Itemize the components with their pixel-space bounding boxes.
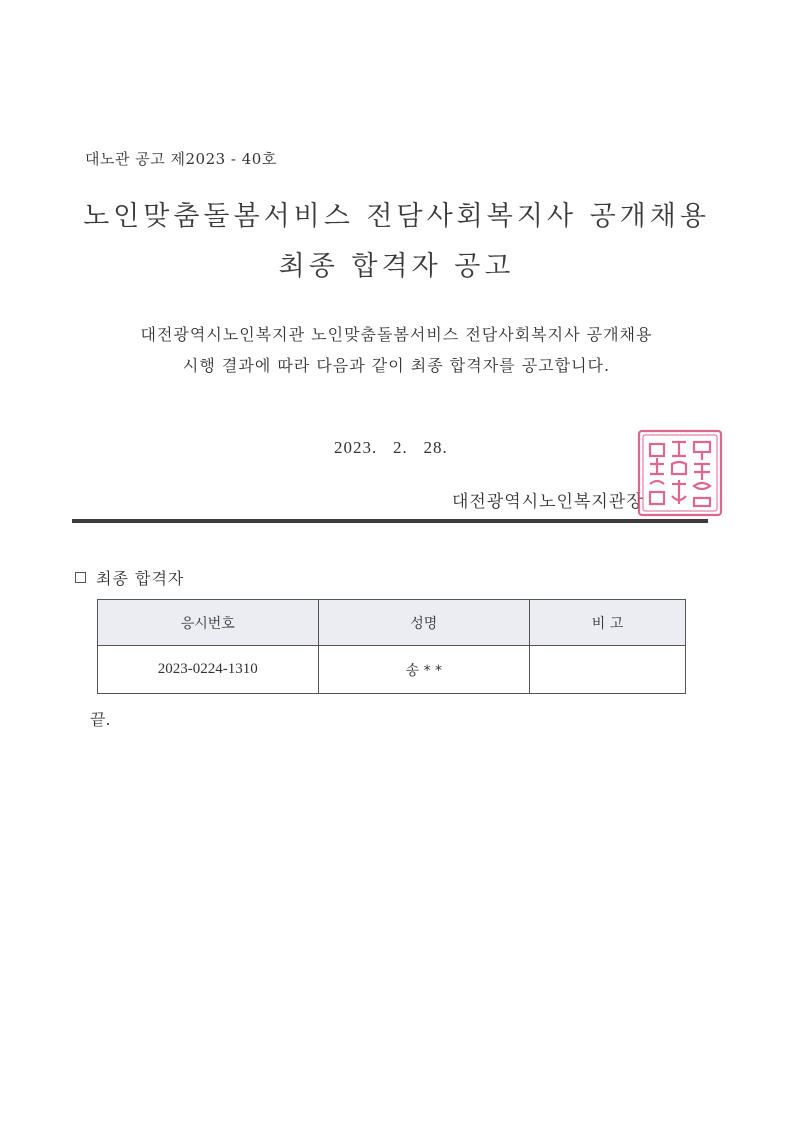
cell-remarks xyxy=(530,646,686,694)
header-divider xyxy=(72,519,708,523)
cell-applicant-number: 2023-0224-1310 xyxy=(98,646,319,694)
page-title-line-1: 노인맞춤돌봄서비스 전담사회복지사 공개채용 xyxy=(83,201,710,232)
table-header-row xyxy=(98,600,686,646)
checkbox-square-icon xyxy=(75,572,86,583)
end-mark: 끝. xyxy=(90,710,111,729)
table-row xyxy=(98,646,686,694)
header-name: 성명 xyxy=(318,600,529,646)
page-title-line-2: 최종 합격자 공고 xyxy=(278,251,515,282)
header-applicant-number: 응시번호 xyxy=(98,600,319,646)
section-heading-label: 최종 합격자 xyxy=(96,569,185,588)
results-table xyxy=(97,599,686,694)
official-seal-stamp xyxy=(636,428,724,518)
notice-number: 대노관 공고 제2023 - 40호 xyxy=(85,150,277,168)
body-text-line-2: 시행 결과에 따라 다음과 같이 최종 합격자를 공고합니다. xyxy=(182,356,611,375)
header-remarks: 비 고 xyxy=(530,600,686,646)
cell-name: 송 * * xyxy=(318,646,529,694)
section-heading xyxy=(75,566,184,589)
body-text-line-1: 대전광역시노인복지관 노인맞춤돌봄서비스 전담사회복지사 공개채용 xyxy=(140,325,653,344)
issuer-name: 대전광역시노인복지관장 xyxy=(452,492,644,512)
notice-date: 2023. 2. 28. xyxy=(334,438,448,457)
